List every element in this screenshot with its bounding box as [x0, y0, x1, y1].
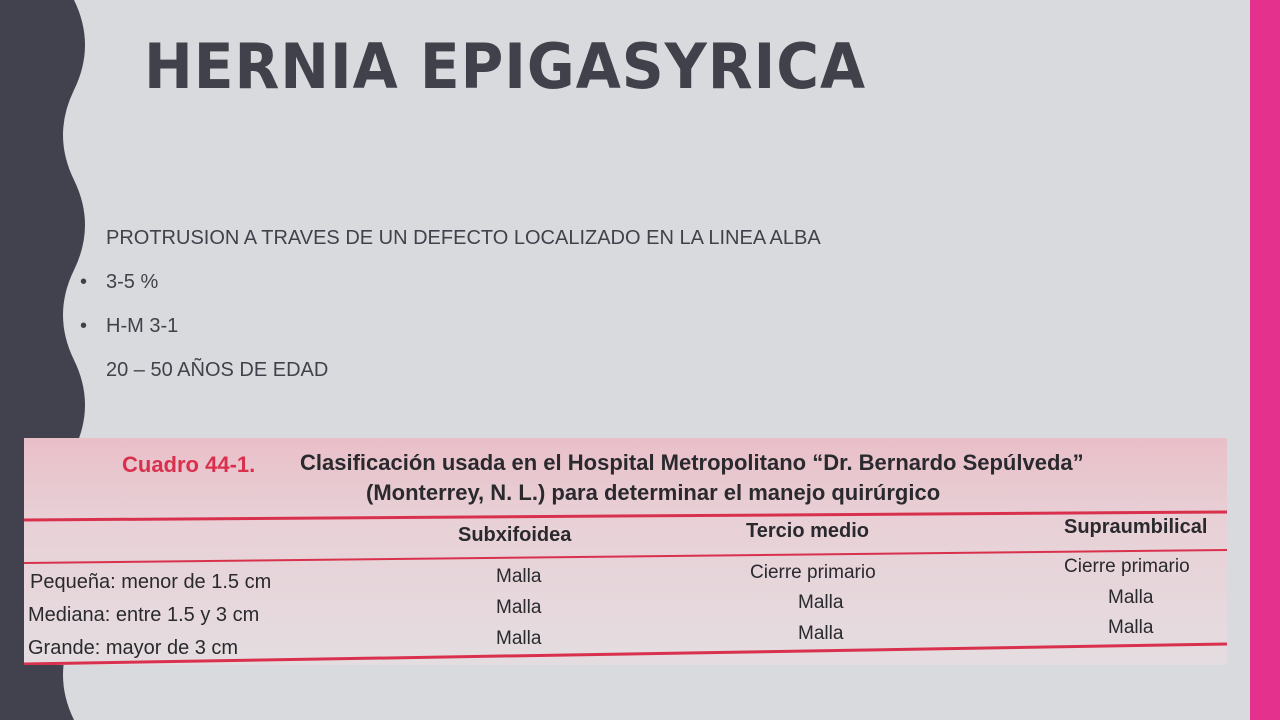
cell-mediana-subxifoidea: Malla	[496, 597, 542, 618]
cell-grande-tercio-medio: Malla	[798, 623, 844, 644]
bullet-text: PROTRUSION A TRAVES DE UN DEFECTO LOCALIZADO EN LA LINEA ALBA	[106, 227, 821, 249]
column-header-supraumbilical: Supraumbilical	[1064, 516, 1208, 538]
cell-mediana-tercio-medio: Malla	[798, 592, 844, 613]
cell-pequena-subxifoidea: Malla	[496, 566, 542, 587]
bullet-text: 3-5 %	[106, 271, 159, 293]
cell-grande-subxifoidea: Malla	[496, 628, 542, 649]
cell-pequena-supraumbilical: Cierre primario	[1064, 556, 1190, 577]
right-accent-strip	[1250, 0, 1280, 720]
slide-title: HERNIA EPIGASYRICA	[144, 30, 867, 103]
table-caption-line1: Clasificación usada en el Hospital Metropolitano “Dr. Bernardo Sepúlveda”	[300, 450, 1084, 475]
bullet-marker: •	[80, 315, 88, 337]
cell-grande-supraumbilical: Malla	[1108, 617, 1154, 638]
classification-table-image	[24, 438, 1227, 665]
table-caption-line2: (Monterrey, N. L.) para determinar el manejo quirúrgico	[366, 480, 941, 505]
column-header-subxifoidea: Subxifoidea	[458, 524, 572, 546]
row-label-grande: Grande: mayor de 3 cm	[28, 637, 239, 659]
row-label-pequena: Pequeña: menor de 1.5 cm	[30, 571, 272, 593]
table-caption-label: Cuadro 44-1.	[122, 452, 256, 477]
column-header-tercio-medio: Tercio medio	[746, 520, 869, 542]
cell-mediana-supraumbilical: Malla	[1108, 587, 1154, 608]
row-label-mediana: Mediana: entre 1.5 y 3 cm	[28, 604, 260, 626]
bullet-text: 20 – 50 AÑOS DE EDAD	[106, 359, 329, 381]
bullet-text: H-M 3-1	[106, 315, 179, 337]
bullet-marker: •	[80, 271, 88, 293]
cell-pequena-tercio-medio: Cierre primario	[750, 562, 876, 583]
